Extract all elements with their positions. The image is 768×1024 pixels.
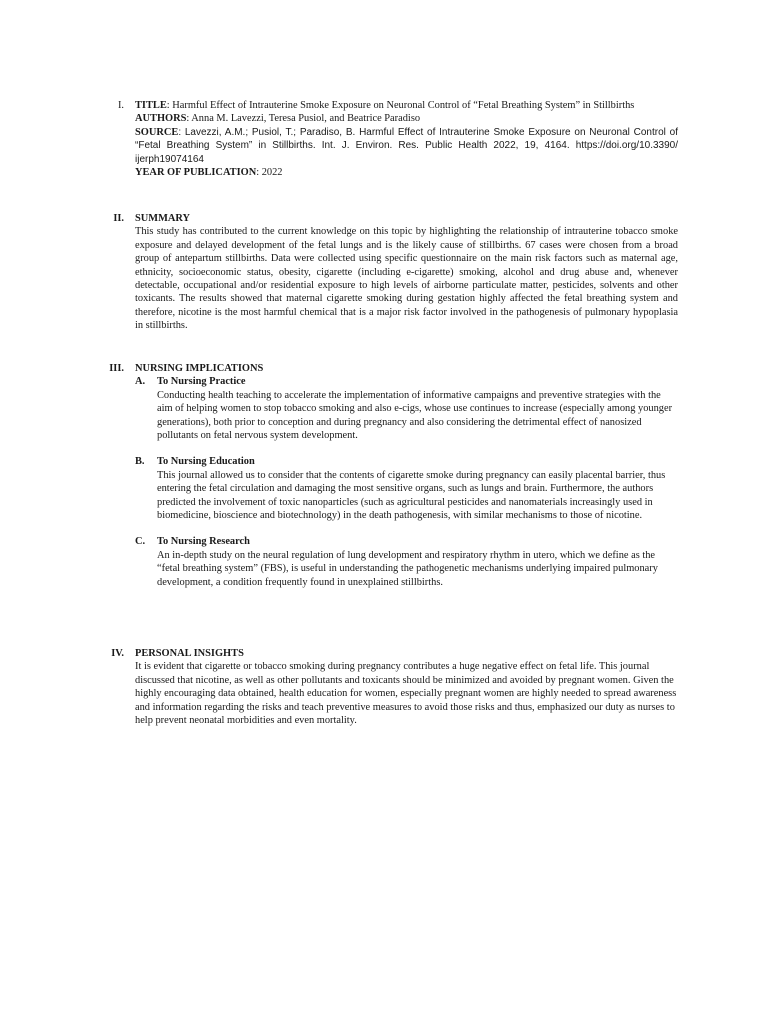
authors-text: : Anna M. Lavezzi, Teresa Pusiol, and Beatrice Paradiso [186,113,421,125]
subsection-letter: C. [135,536,146,548]
subsection-title: To Nursing Education [157,456,255,468]
subsection-practice [135,375,678,442]
section-body [135,212,678,333]
year-text: : 2022 [256,167,283,179]
section-body [135,647,678,727]
section-number: II. [113,213,124,224]
subsection-letter: A. [135,376,146,388]
source-text: : Lavezzi, A.M.; Pusiol, T.; Paradiso, B. Harmful Effect of Intrauterine Smoke Exposure on Neuronal Control of “Fetal Breathing System” in Stillbirths. Int. J. Environ. Res. Public Health 2022, 19, 4164. https://doi.org/10.3390/ ijerph19074164 [135,126,678,165]
section-body [135,362,678,589]
subsection-letter: B. [135,456,145,468]
subsection-education [135,455,678,522]
year-label: YEAR OF PUBLICATION [135,167,257,179]
title-text: : Harmful Effect of Intrauterine Smoke Exposure on Neuronal Control of “Fetal Breathing System” in Stillbirths [166,100,635,111]
section-number: III. [109,363,124,374]
section-number: I. [117,100,124,111]
title-label: TITLE [135,100,167,111]
subsection-body: Conducting health teaching to accelerate the implementation of informative campaigns and preventive strategies with the aim of helping women to stop tobacco smoking and also e-cigs, whose use continues to increase (especially among younger generations), both prior to conception and during pregnancy and also considering the detrimental effect of nanosized pollutants on fetal nervous system development. [157,389,673,442]
personal-insights-heading: PERSONAL INSIGHTS [135,648,244,659]
title-line [135,99,678,112]
personal-insights-body: It is evident that cigarette or tobacco smoking during pregnancy contributes a huge negative effect on fetal life. This journal discussed that nicotine, as well as other pollutants and toxicants should be minimized and avoided by pregnant women. Given the highly encouraging data obtained, health education for women, especially pregnant women are highly needed to spread awareness and information regarding the risks and teach preventive measures to avoid those risks and thus, emphasized our duty as nurses to help prevent neonatal morbidities and even mortality. [135,661,677,727]
summary-heading: SUMMARY [135,213,191,224]
summary-body: This study has contributed to the current knowledge on this topic by highlighting the relationship of intrauterine tobacco smoke exposure and delayed development of the fetal lungs and is the likely cause of stillbirths. 67 cases were chosen from a broad group of antepartum stillbirths. Data were collected using specific questionnaire on the main risk factors such as maternal age, ethnicity, socioeconomic status, obesity, cigarette (including e-cigarette) smoking, alcohol and drug abuse and, whenever detectable, occupational and/or residential exposure to high levels of airborne particulate matter, pesticides, solvents and other toxicants. The results showed that maternal cigarette smoking during gestation highly affected the fetal breathing system and therefore, nicotine is the most harmful chemical that is a major risk factor involved in the pathogenesis of pulmonary hypoplasia in stillbirths. [135,226,678,332]
source-line [135,126,678,166]
year-line [135,166,678,179]
subsection-body: This journal allowed us to consider that the contents of cigarette smoke during pregnancy can easily placental barrier, thus entering the fetal circulation and damaging the most sensitive organs, such as lungs and brain. Furthermore, the authors predicted the involvement of toxic nanoparticles (such as agricultural pesticides and nanomaterials increasingly used in biomedicine, bioscience and biotechnology) in the death pathogenesis, with similar mechanisms to those of nicotine. [157,469,666,522]
section-body [135,99,678,179]
source-label: SOURCE [135,126,179,138]
authors-label: AUTHORS [135,113,187,125]
section-number: IV. [111,648,124,659]
authors-line [135,112,678,125]
subsection-title: To Nursing Research [157,536,250,548]
subsection-title: To Nursing Practice [157,376,246,388]
nursing-implications-heading: NURSING IMPLICATIONS [135,363,264,374]
subsection-research [135,535,678,589]
subsection-body: An in-depth study on the neural regulation of lung development and respiratory rhythm in utero, which we define as the “fetal breathing system” (FBS), is useful in understanding the pathogenetic mechanisms underlying impaired pulmonary development, a condition frequently found in unexplained stillbirths. [157,549,658,588]
